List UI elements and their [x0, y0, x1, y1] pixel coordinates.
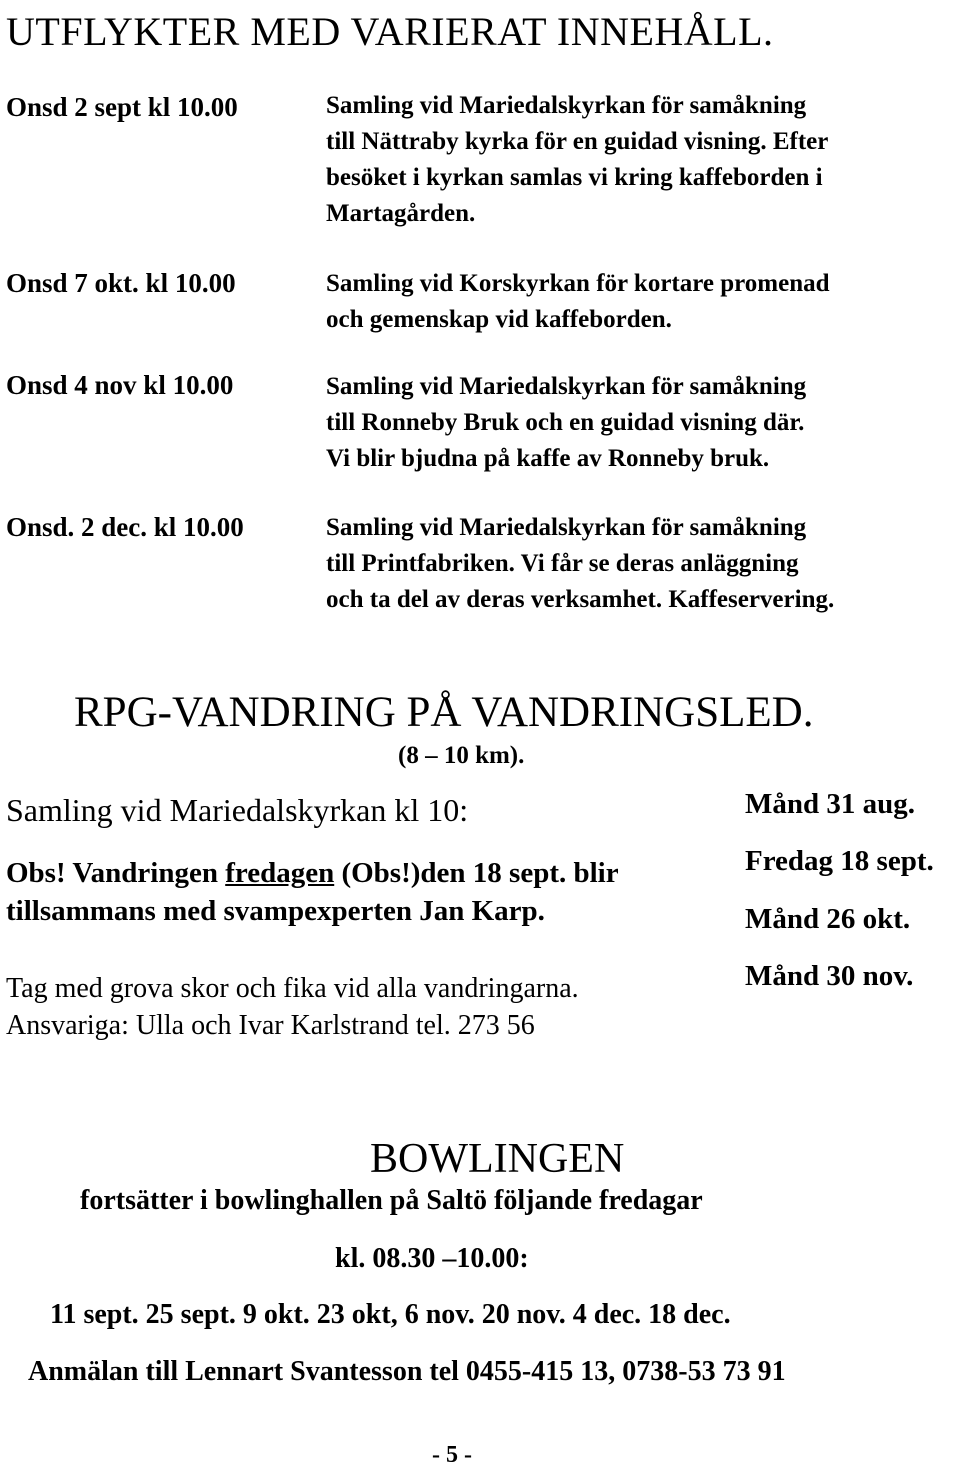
rpg-obs-prefix: Obs! Vandringen [6, 857, 226, 889]
excursion-line: Vi blir bjudna på kaffe av Ronneby bruk. [326, 445, 770, 472]
rpg-note-line1: Tag med grova skor och fika vid alla vandringarna. [6, 973, 579, 1004]
excursion-line: till Printfabriken. Vi får se deras anläggning [326, 550, 799, 577]
bowling-subheading: fortsätter i bowlinghallen på Saltö följande fredagar [80, 1185, 703, 1216]
bowling-contact: Anmälan till Lennart Svantesson tel 0455-415 13, 0738-53 73 91 [28, 1356, 786, 1387]
excursion-date: Onsd 4 nov kl 10.00 [6, 370, 234, 400]
excursion-line: Samling vid Mariedalskyrkan för samåkning [326, 92, 807, 119]
excursion-line: Martagården. [326, 200, 476, 227]
excursion-description [326, 369, 806, 477]
excursion-line: Samling vid Mariedalskyrkan för samåkning [326, 514, 807, 541]
excursion-line: och gemenskap vid kaffeborden. [326, 306, 672, 333]
rpg-distance: (8 – 10 km). [398, 742, 525, 769]
excursion-line: Samling vid Mariedalskyrkan för samåkning [326, 373, 807, 400]
excursion-description [326, 510, 834, 618]
excursion-description [326, 88, 828, 232]
rpg-heading: RPG-VANDRING PÅ VANDRINGSLED. [74, 689, 814, 736]
rpg-date: Månd 30 nov. [745, 960, 914, 992]
rpg-note-line2: Ansvariga: Ulla och Ivar Karlstrand tel. 273 56 [6, 1010, 535, 1041]
excursion-date: Onsd. 2 dec. kl 10.00 [6, 512, 244, 542]
rpg-obs-suffix: (Obs!)den 18 sept. blir [334, 857, 619, 889]
rpg-obs-underlined: fredagen [225, 857, 335, 889]
bowling-dates: 11 sept. 25 sept. 9 okt. 23 okt, 6 nov. 20 nov. 4 dec. 18 dec. [50, 1299, 731, 1330]
excursion-description [326, 266, 830, 338]
excursion-line: till Nättraby kyrka för en guidad visning. Efter [326, 128, 829, 155]
rpg-date: Månd 31 aug. [745, 788, 916, 820]
page-title: UTFLYKTER MED VARIERAT INNEHÅLL. [6, 9, 774, 54]
bowling-time: kl. 08.30 –10.00: [335, 1243, 529, 1274]
excursion-line: Samling vid Korskyrkan för kortare promenad [326, 270, 830, 297]
rpg-date: Fredag 18 sept. [745, 845, 934, 877]
rpg-obs-line [6, 857, 619, 890]
rpg-date: Månd 26 okt. [745, 903, 911, 935]
rpg-obs-line2: tillsammans med svampexperten Jan Karp. [6, 895, 545, 927]
excursion-date: Onsd 2 sept kl 10.00 [6, 92, 238, 122]
rpg-meeting: Samling vid Mariedalskyrkan kl 10: [6, 792, 469, 828]
excursion-date: Onsd 7 okt. kl 10.00 [6, 268, 236, 298]
page-number: - 5 - [432, 1442, 472, 1468]
excursion-line: besöket i kyrkan samlas vi kring kaffeborden i [326, 164, 823, 191]
bowling-heading: BOWLINGEN [370, 1136, 625, 1182]
excursion-line: och ta del av deras verksamhet. Kaffeservering. [326, 586, 835, 613]
excursion-line: till Ronneby Bruk och en guidad visning där. [326, 409, 805, 436]
